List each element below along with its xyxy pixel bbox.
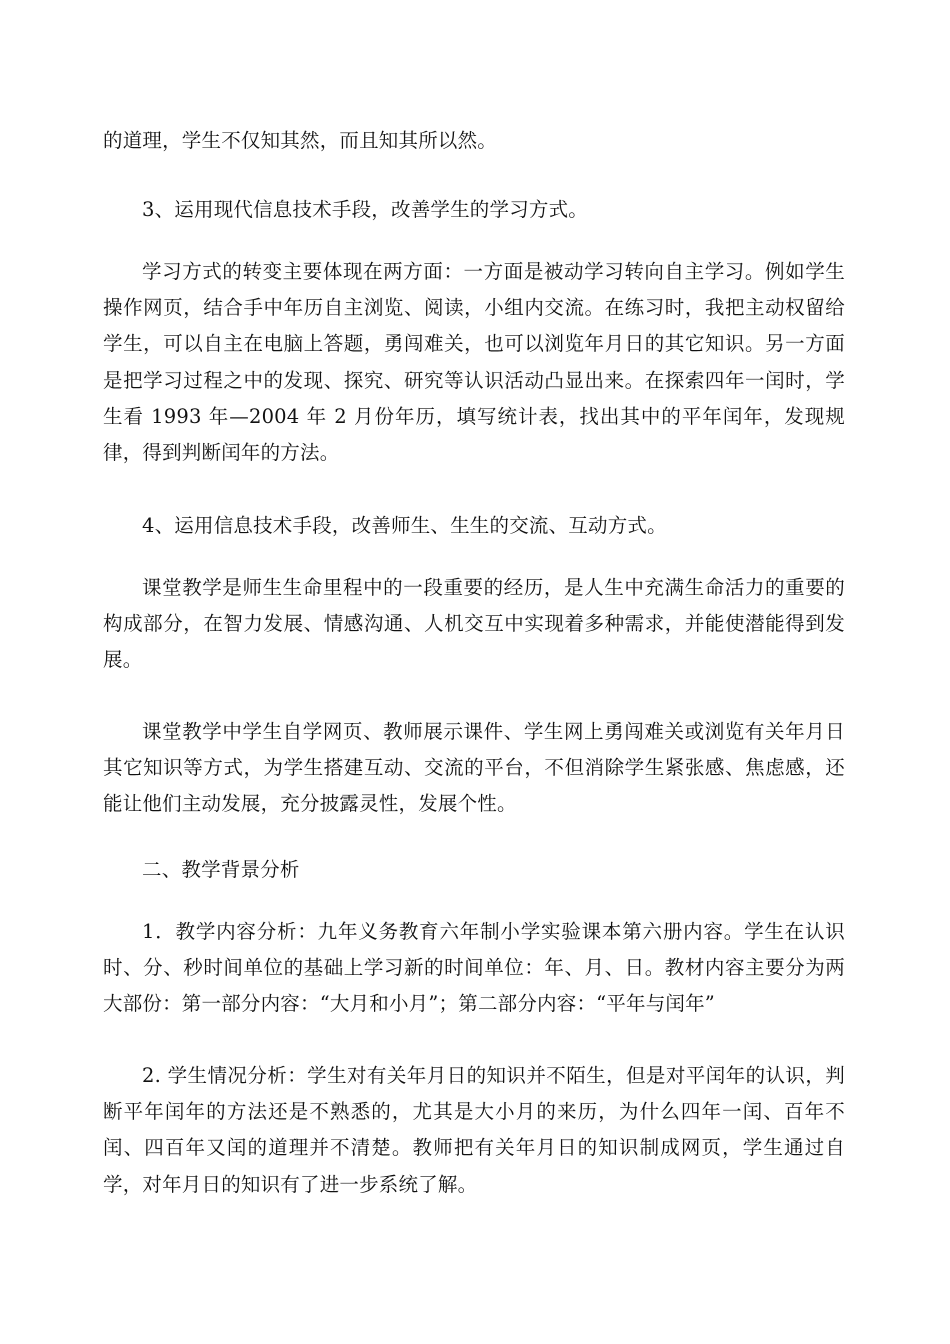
paragraph-content-analysis: 1．教学内容分析：九年义务教育六年制小学实验课本第六册内容。学生在认识时、分、秒时间单位的基础上学习新的时间单位：年、月、日。教材内容主要分为两大部份：第一部分内容：“大月和小月”；第二部分内容：“平年与闰年” — [103, 920, 845, 1016]
paragraph-interaction-platform: 课堂教学中学生自学网页、教师展示课件、学生网上勇闯难关或浏览有关年月日其它知识等方式，为学生搭建互动、交流的平台，不但消除学生紧张感、焦虑感，还能让他们主动发展，充分披露灵性，发展个性。 — [103, 720, 845, 816]
paragraph-learning-style: 学习方式的转变主要体现在两方面：一方面是被动学习转向自主学习。例如学生操作网页，结合手中年历自主浏览、阅读，小组内交流。在练习时，我把主动权留给学生，可以自主在电脑上答题，勇闯难关，也可以浏览年月日的其它知识。另一方面是把学习过程之中的发现、探究、研究等认识活动凸显出来。在探索四年一闰时，学生看 1993 年—2004 年 2 月份年历，填写统计表，找出其中的平年闰年，发现规律，得到判断闰年的方法。 — [103, 260, 845, 465]
heading-point-4: 4、运用信息技术手段，改善师生、生生的交流、互动方式。 — [142, 514, 667, 537]
paragraph-continuation: 的道理，学生不仅知其然，而且知其所以然。 — [103, 129, 498, 152]
paragraph-classroom-teaching: 课堂教学是师生生命里程中的一段重要的经历，是人生中充满生命活力的重要的构成部分，在智力发展、情感沟通、人机交互中实现着多种需求，并能使潜能得到发展。 — [103, 576, 845, 672]
paragraph-student-analysis: 2. 学生情况分析：学生对有关年月日的知识并不陌生，但是对平闰年的认识，判断平年闰年的方法还是不熟悉的，尤其是大小月的来历，为什么四年一闰、百年不闰、四百年又闰的道理并不清楚。教师把有关年月日的知识制成网页，学生通过自学，对年月日的知识有了进一步系统了解。 — [103, 1064, 845, 1196]
heading-point-3: 3、运用现代信息技术手段，改善学生的学习方式。 — [142, 198, 589, 221]
heading-section-2: 二、教学背景分析 — [142, 858, 300, 881]
